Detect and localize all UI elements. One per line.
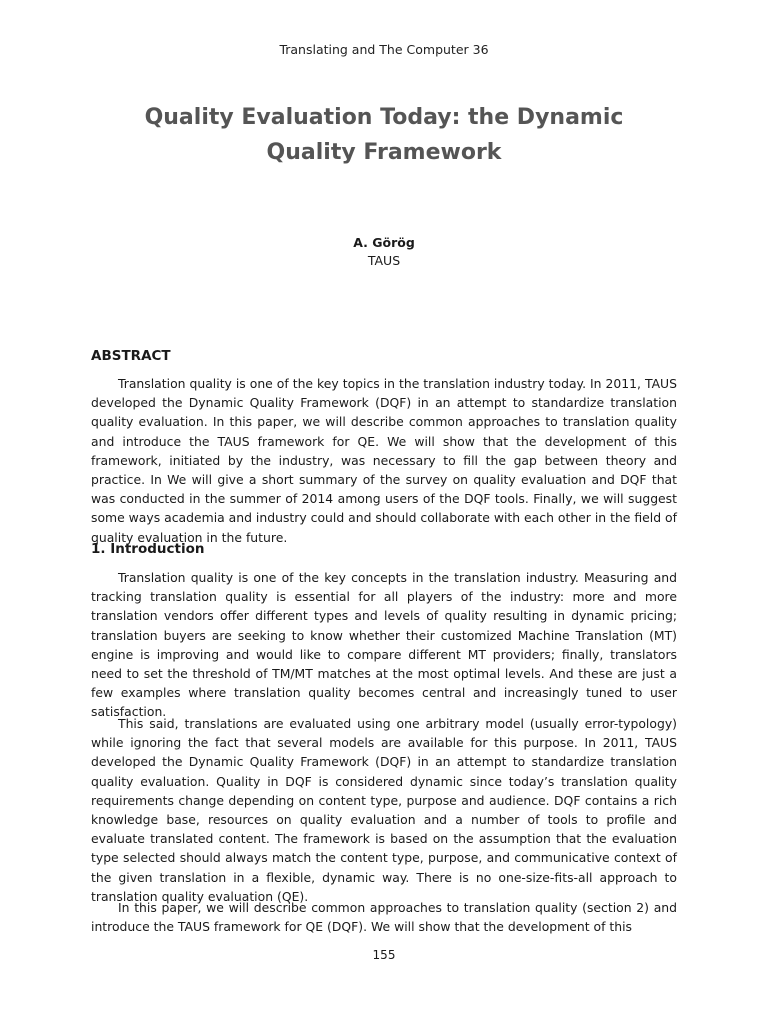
introduction-heading: 1. Introduction — [91, 541, 205, 557]
author-name: A. Görög — [353, 235, 415, 250]
introduction-paragraph-2: This said, translations are evaluated using one arbitrary model (usually error-typology) while ignoring the fact that several models are available for this purpose. In 2011, TAUS developed the Dynamic Quality Framework (DQF) in an attempt to standardize translation quality evaluation. Quality in DQF is considered dynamic since today’s translation quality requirements change depending on content type, purpose and audience. DQF contains a rich knowledge base, resources on quality evaluation and a number of tools to profile and evaluate translated content. The framework is based on the assumption that the evaluation type selected should always match the content type, purpose, and communicative context of the given translation in a flexible, dynamic way. There is no one-size-fits-all approach to translation quality evaluation (QE). — [91, 716, 677, 904]
author-affiliation: TAUS — [367, 253, 401, 268]
running-header: Translating and The Computer 36 — [279, 42, 489, 57]
abstract-text: Translation quality is one of the key topics in the translation industry today. In 2011, TAUS developed the Dynamic Quality Framework (DQF) in an attempt to standardize translation quality evaluation. In this paper, we will describe common approaches to translation quality and introduce the TAUS framework for QE. We will show that the development of this framework, initiated by the industry, was necessary to fill the gap between theory and practice. In We will give a short summary of the survey on quality evaluation and DQF that was conducted in the summer of 2014 among users of the DQF tools. Finally, we will suggest some ways academia and industry could and should collaborate with each other in the field of quality evaluation in the future. — [91, 376, 677, 545]
paper-title: Quality Evaluation Today: the Dynamic Quality Framework — [144, 105, 624, 165]
introduction-paragraph-3: In this paper, we will describe common approaches to translation quality (section 2) and introduce the TAUS framework for QE (DQF). We will show that the development of this — [91, 900, 677, 935]
page-number: 155 — [372, 948, 396, 962]
introduction-paragraph-1: Translation quality is one of the key concepts in the translation industry. Measuring and tracking translation quality is essential for all players of the industry: more and more translation vendors offer different types and levels of quality resulting in dynamic pricing; translation buyers are seeking to know whether their customized Machine Translation (MT) engine is improving and would like to compare different MT providers; finally, translators need to set the threshold of TM/MT matches at the most optimal levels. And these are just a few examples where translation quality becomes central and increasingly tuned to user satisfaction. — [91, 570, 677, 720]
abstract-heading: ABSTRACT — [91, 348, 171, 364]
